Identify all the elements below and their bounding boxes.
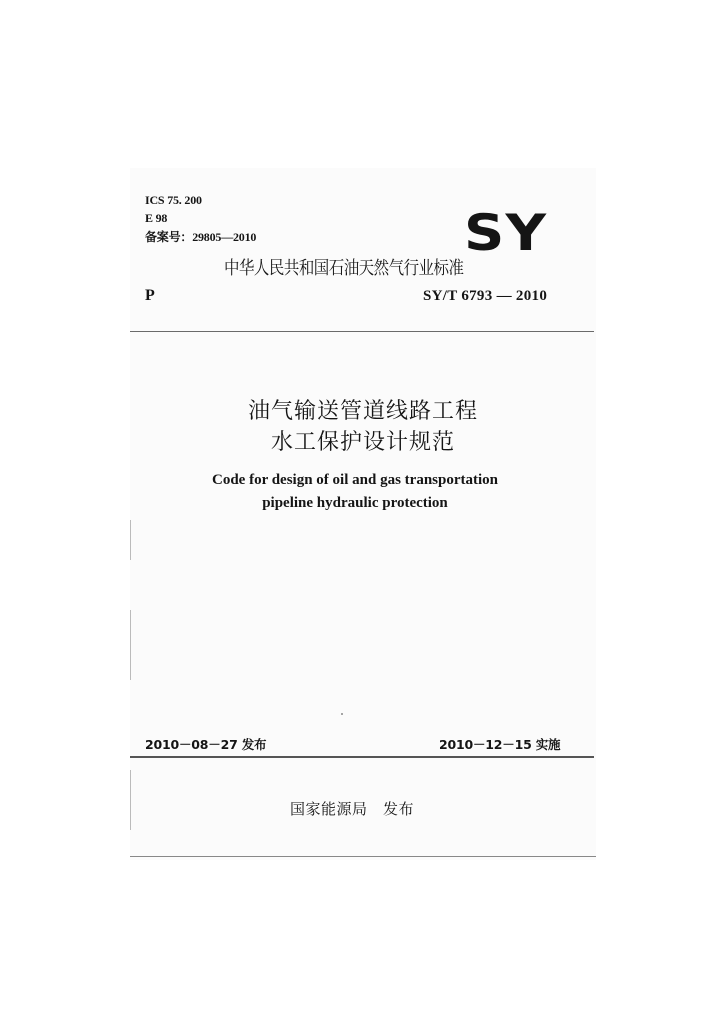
title-english-line2: pipeline hydraulic protection	[262, 495, 448, 511]
publisher: 国家能源局 发布	[290, 800, 415, 818]
ics-code: ICS 75. 200	[145, 193, 202, 207]
category-code: P	[145, 287, 155, 304]
dates-divider	[130, 756, 594, 758]
title-english-line1: Code for design of oil and gas transportation	[212, 472, 498, 488]
issue-date: 2010－08－27 发布	[145, 737, 267, 752]
title-chinese-line1: 油气输送管道线路工程	[247, 399, 478, 424]
header-divider	[130, 331, 594, 332]
scan-edge	[130, 770, 131, 830]
scan-speck	[341, 713, 343, 715]
sy-logo: SY	[464, 204, 548, 262]
scan-edge	[130, 610, 131, 680]
standard-number: SY/T 6793 — 2010	[423, 288, 548, 304]
footer-divider	[130, 856, 596, 857]
classification-code: E 98	[145, 211, 168, 225]
record-number: 备案号：29805—2010	[145, 230, 257, 244]
title-chinese-line2: 水工保护设计规范	[270, 430, 455, 455]
scan-edge	[130, 520, 131, 560]
industry-standard-title: 中华人民共和国石油天然气行业标准	[224, 258, 464, 279]
effective-date: 2010－12－15 实施	[439, 737, 561, 752]
